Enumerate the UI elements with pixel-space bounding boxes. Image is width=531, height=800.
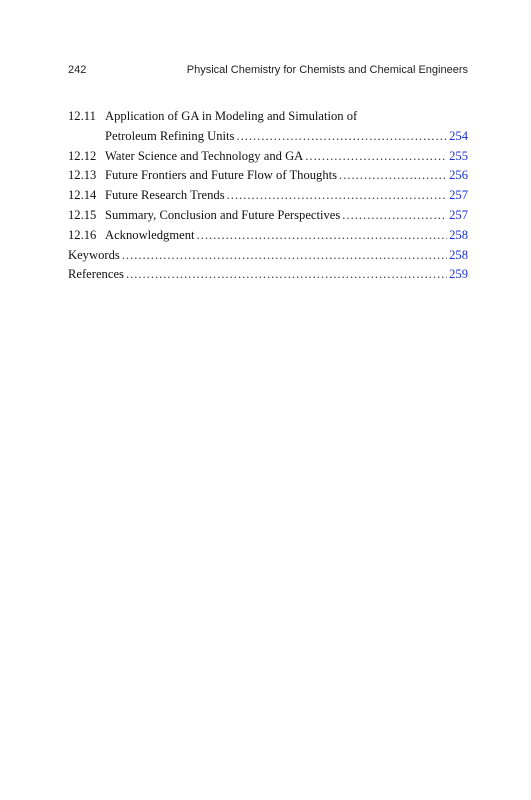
- toc-entry-title: Keywords: [68, 247, 120, 262]
- toc-entry-title: Petroleum Refining Units: [105, 128, 235, 143]
- dot-leader: [342, 206, 447, 226]
- table-of-contents: [68, 107, 468, 285]
- toc-entry-12-15[interactable]: [68, 206, 468, 226]
- toc-entry-title: Future Research Trends: [105, 188, 225, 203]
- toc-page-link[interactable]: 254: [449, 128, 468, 143]
- toc-entry-keywords[interactable]: [68, 246, 468, 266]
- toc-entry-title: References: [68, 267, 124, 282]
- toc-page-link[interactable]: 257: [449, 188, 468, 203]
- dot-leader: [305, 147, 447, 167]
- dot-leader: [197, 226, 448, 246]
- dot-leader: [227, 186, 447, 206]
- toc-entry-12-11-continued[interactable]: [68, 127, 468, 147]
- toc-entry-number: 12.14: [68, 188, 97, 203]
- toc-page-link[interactable]: 259: [449, 267, 468, 282]
- dot-leader: [339, 166, 447, 186]
- toc-page-link[interactable]: 257: [449, 207, 468, 222]
- toc-entry-number: 12.13: [68, 168, 97, 183]
- toc-entry-12-14[interactable]: [68, 186, 468, 206]
- toc-entry-title: Acknowledgment: [105, 227, 195, 242]
- toc-entry-title: Water Science and Technology and GA: [105, 148, 304, 163]
- toc-page-link[interactable]: 258: [449, 227, 468, 242]
- toc-entry-12-13[interactable]: [68, 166, 468, 186]
- toc-entry-title: Application of GA in Modeling and Simulation of: [105, 109, 358, 123]
- running-head: [68, 64, 468, 80]
- toc-page-link[interactable]: 258: [449, 247, 468, 262]
- toc-page-link[interactable]: 256: [449, 168, 468, 183]
- dot-leader: [122, 246, 447, 266]
- toc-entry-title: Future Frontiers and Future Flow of Thoughts: [105, 168, 338, 183]
- page-number: 242: [68, 64, 87, 76]
- toc-entry-12-16[interactable]: [68, 226, 468, 246]
- dot-leader: [126, 265, 447, 285]
- dot-leader: [236, 127, 447, 147]
- toc-page-link[interactable]: 255: [449, 148, 468, 163]
- toc-entry-12-12[interactable]: [68, 147, 468, 167]
- toc-entry-number: 12.11: [68, 109, 96, 123]
- toc-entry-title: Summary, Conclusion and Future Perspectives: [105, 207, 341, 222]
- toc-entry-number: 12.12: [68, 148, 97, 163]
- toc-entry-number: 12.16: [68, 227, 97, 242]
- toc-entry-12-11: [68, 107, 468, 127]
- book-title: Physical Chemistry for Chemists and Chemical Engineers: [186, 64, 468, 76]
- toc-entry-number: 12.15: [68, 207, 97, 222]
- toc-entry-references[interactable]: [68, 265, 468, 285]
